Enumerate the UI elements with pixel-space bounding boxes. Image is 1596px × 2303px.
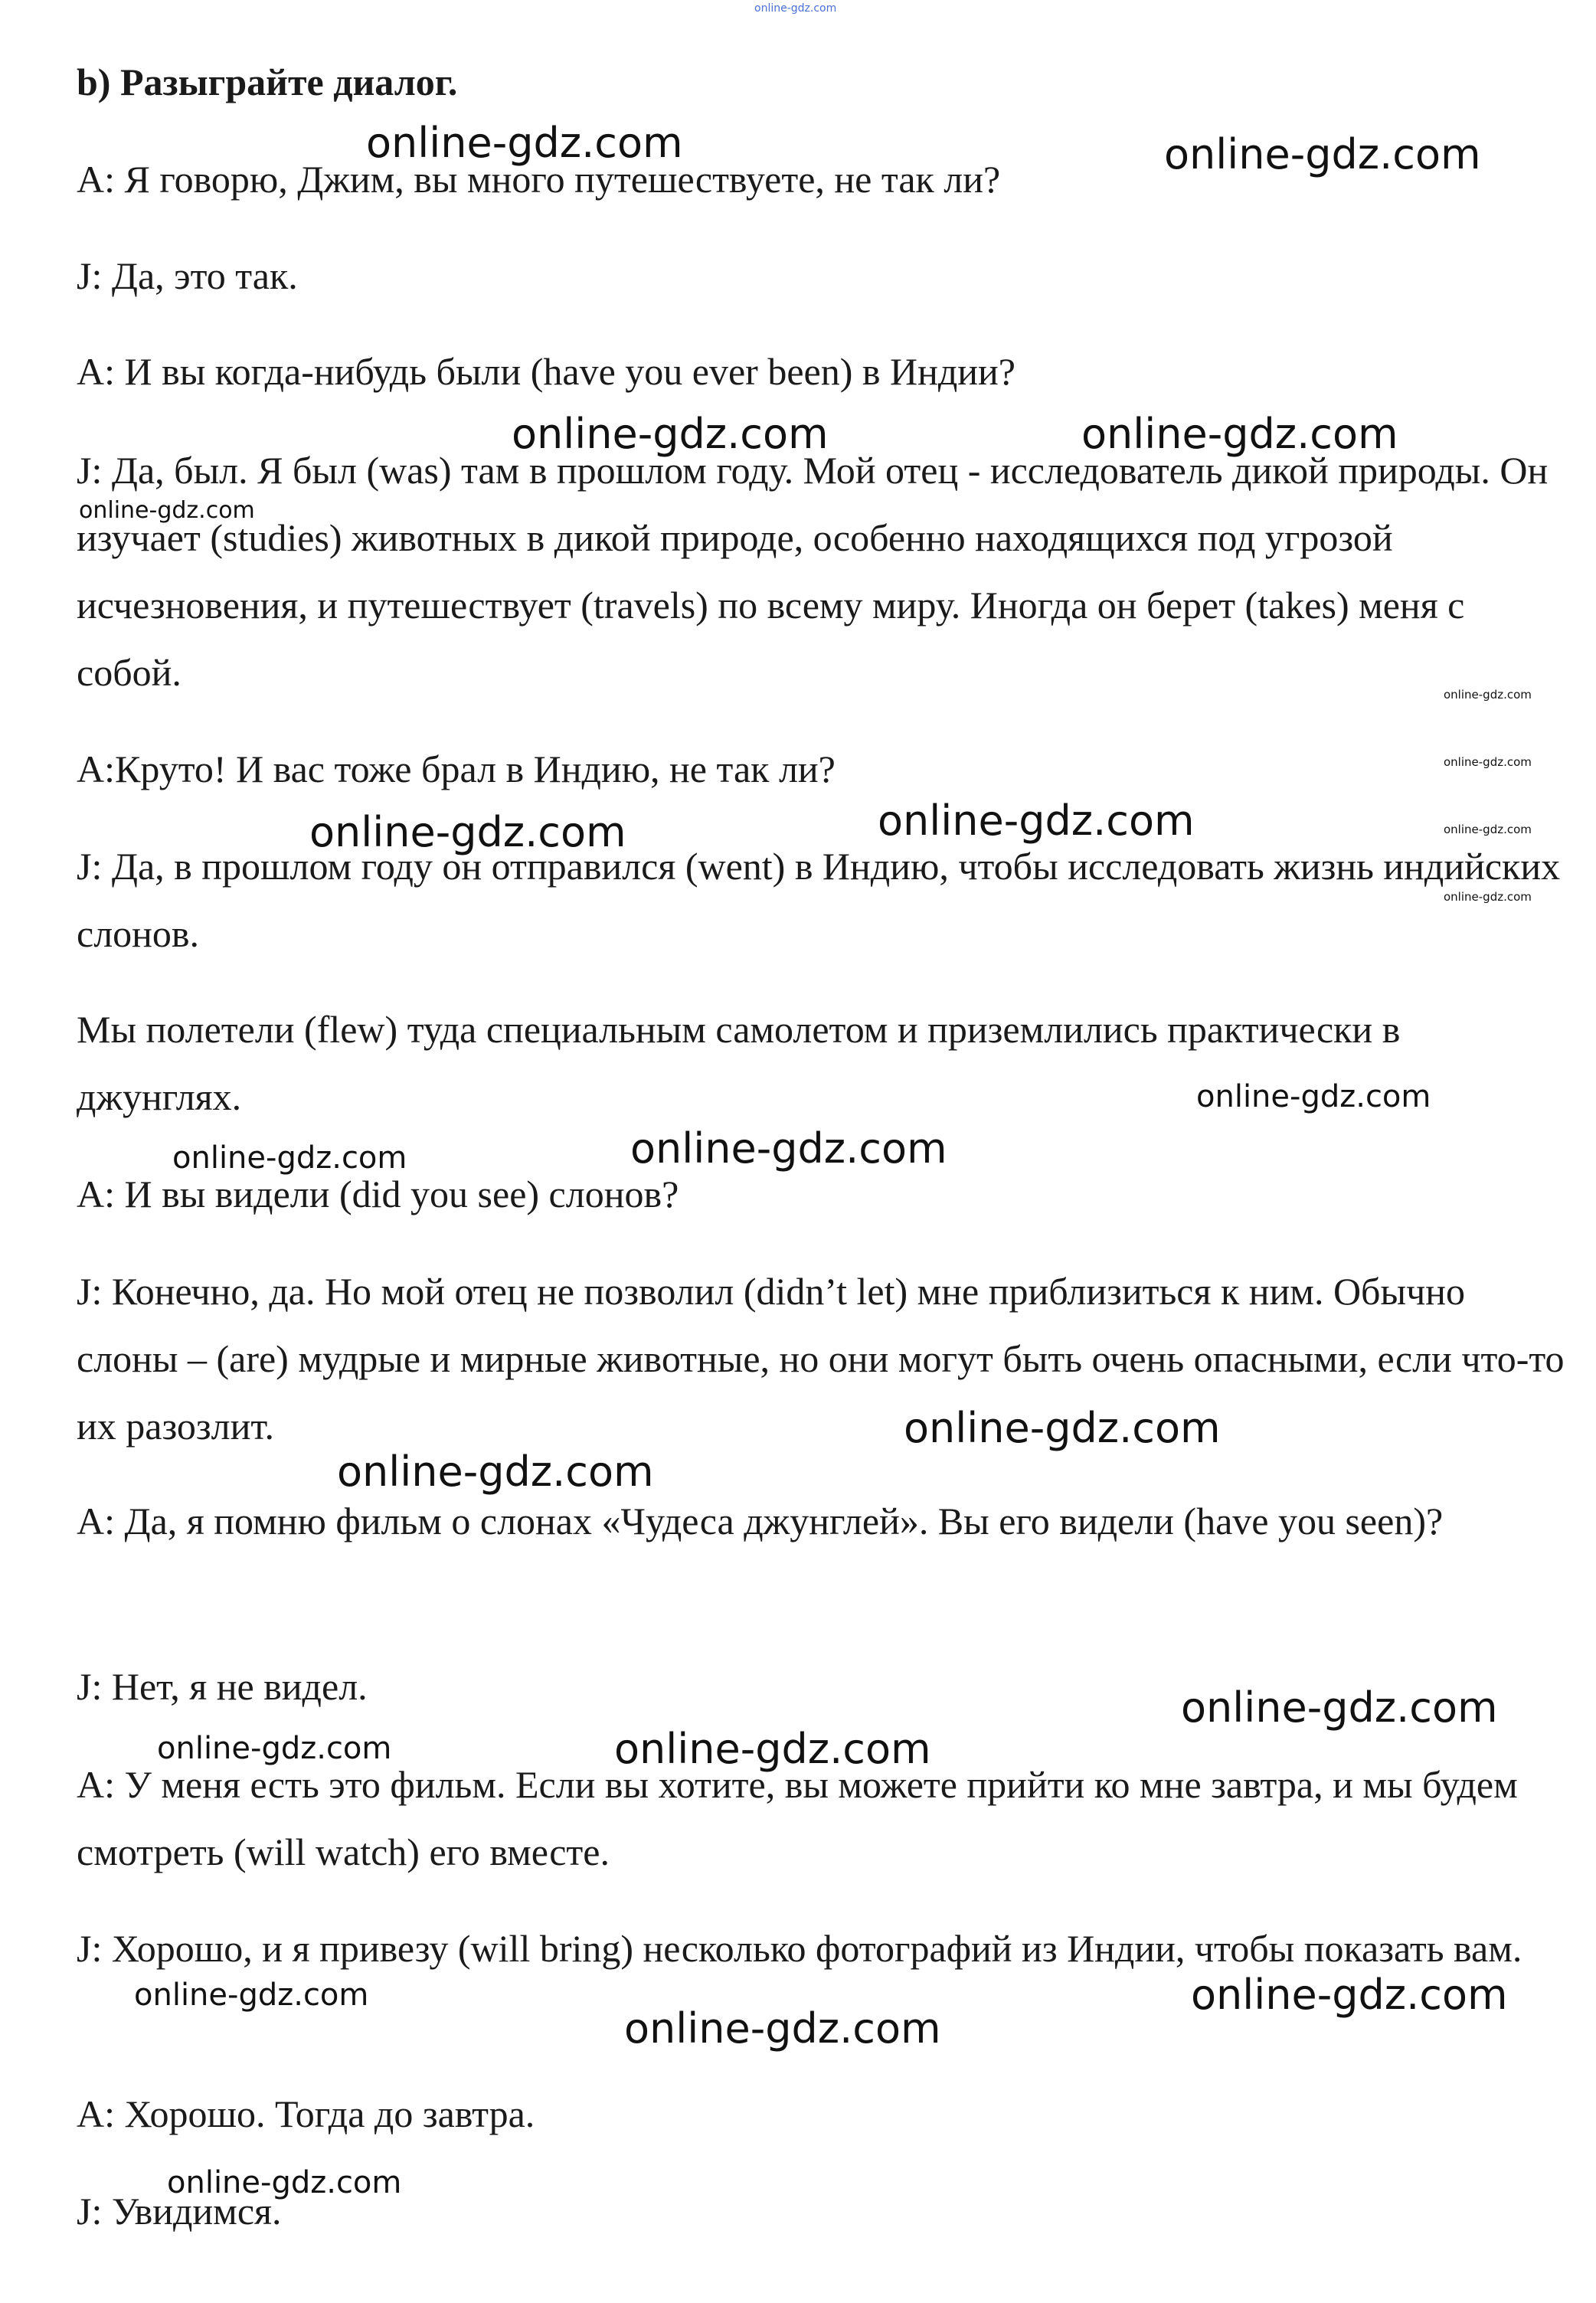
watermark: online-gdz.com	[309, 808, 626, 856]
dialogue-line: J: Да, это так.	[77, 254, 298, 297]
exercise-heading: b) Разыграйте диалог.	[77, 61, 458, 103]
dialogue-line: J: Да, в прошлом году он отправился (went) в Индию, чтобы исследовать жизнь индийских слонов.	[77, 845, 1561, 955]
watermark: online-gdz.com	[167, 2165, 402, 2200]
dialogue-line: A: Да, я помню фильм о слонах «Чудеса джунглей». Вы его видели (have you seen)?	[77, 1500, 1444, 1542]
dialogue-line: J: Увидимся.	[77, 2190, 282, 2233]
watermark: online-gdz.com	[157, 1731, 392, 1766]
dialogue-line: Мы полетели (flew) туда специальным самолетом и приземлились практически в джунглях.	[77, 1008, 1401, 1118]
dialogue-line: A: И вы видели (did you see) слонов?	[77, 1173, 679, 1215]
watermark: online-gdz.com	[614, 1725, 931, 1773]
dialogue-line: A:Круто! И вас тоже брал в Индию, не так ли?	[77, 747, 836, 790]
watermark: online-gdz.com	[1181, 1683, 1498, 1732]
watermark: online-gdz.com	[172, 1140, 407, 1176]
watermark: online-gdz.com	[878, 797, 1195, 845]
watermark: online-gdz.com	[1444, 823, 1532, 836]
watermark: online-gdz.com	[512, 410, 829, 458]
watermark: online-gdz.com	[1191, 1971, 1508, 2019]
dialogue-line: J: Нет, я не видел.	[77, 1665, 368, 1708]
dialogue-line: J: Хорошо, и я привезу (will bring) несколько фотографий из Индии, чтобы показать вам.	[77, 1927, 1522, 1970]
watermark: online-gdz.com	[366, 119, 683, 167]
watermark: online-gdz.com	[79, 497, 255, 524]
watermark: online-gdz.com	[624, 2004, 941, 2053]
watermark: online-gdz.com	[134, 1978, 369, 2013]
dialogue-line: A: Я говорю, Джим, вы много путешествуете, не так ли?	[77, 158, 1001, 201]
watermark: online-gdz.com	[1196, 1079, 1431, 1114]
dialogue-line: J: Конечно, да. Но мой отец не позволил (didn’t let) мне приблизиться к ним. Обычно слоны – (are) мудрые и мирные животные, но они могут быть очень опасными, если что-то их разозлит.	[77, 1270, 1565, 1448]
dialogue-line: J: Да, был. Я был (was) там в прошлом году. Мой отец - исследователь дикой природы. Он изучает (studies) животных в дикой природе, особенно находящихся под угрозой исчезновения, и путешествует (travels) по всему миру. Иногда он берет (takes) меня с собой.	[77, 449, 1549, 694]
watermark: online-gdz.com	[1081, 410, 1398, 458]
watermark: online-gdz.com	[1444, 688, 1532, 702]
dialogue-line: A: Хорошо. Тогда до завтра.	[77, 2092, 535, 2135]
watermark: online-gdz.com	[1164, 130, 1481, 178]
watermark: online-gdz.com	[337, 1448, 654, 1496]
dialogue-line: A: И вы когда-нибудь были (have you ever been) в Индии?	[77, 350, 1015, 393]
dialogue-line: A: У меня есть это фильм. Если вы хотите, вы можете прийти ко мне завтра, и мы будем смотреть (will watch) его вместе.	[77, 1763, 1518, 1873]
watermark: online-gdz.com	[904, 1404, 1221, 1452]
watermark: online-gdz.com	[1444, 890, 1532, 904]
watermark: online-gdz.com	[754, 2, 837, 15]
watermark: online-gdz.com	[1444, 755, 1532, 769]
watermark: online-gdz.com	[630, 1124, 947, 1173]
